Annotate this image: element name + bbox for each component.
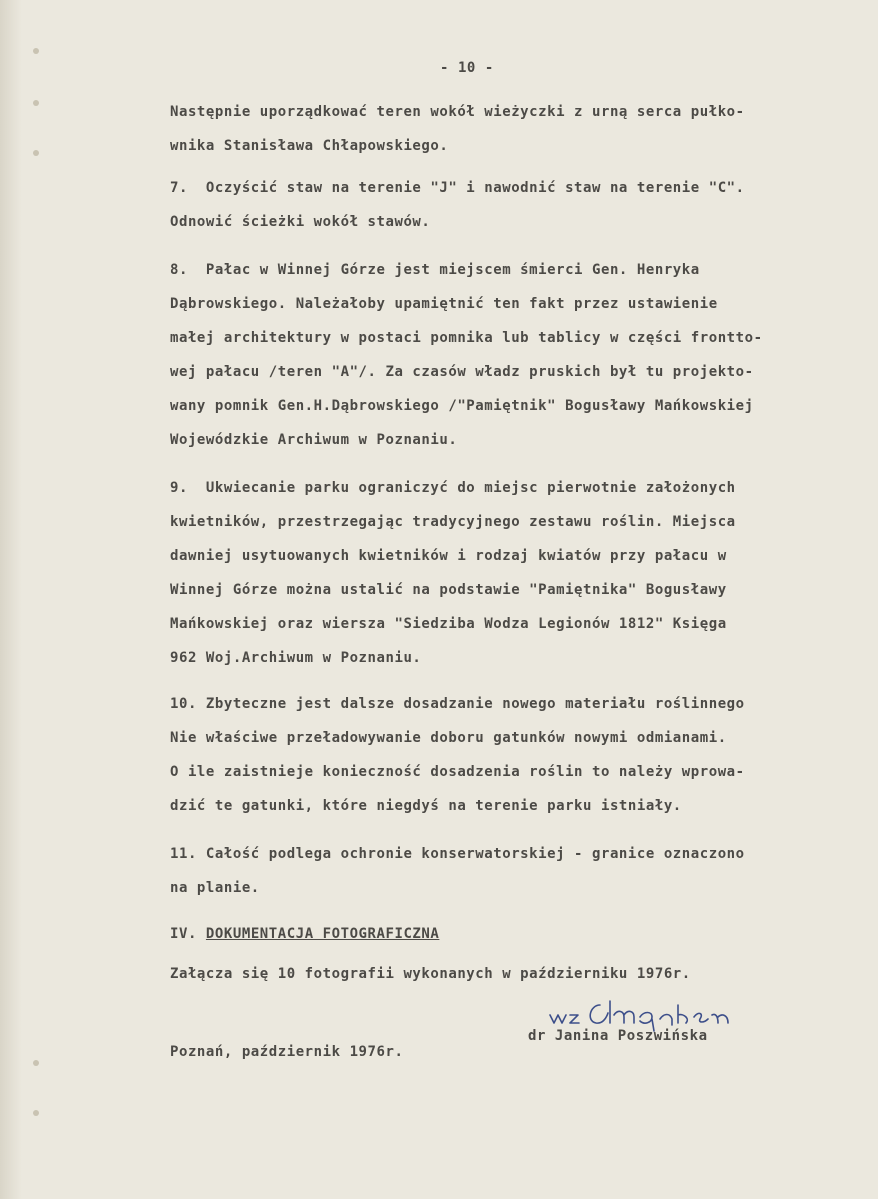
text-line: kwietników, przestrzegając tradycyjnego zestawu roślin. Miejsca bbox=[170, 514, 736, 530]
page-number: - 10 - bbox=[440, 60, 494, 76]
binder-hole bbox=[33, 150, 39, 156]
text-line: na planie. bbox=[170, 880, 260, 896]
text-line: dzić te gatunki, które niegdyś na terenie parku istniały. bbox=[170, 798, 682, 814]
text-line: Następnie uporządkować teren wokół wieżyczki z urną serca pułko- bbox=[170, 104, 745, 120]
signatory-name: dr Janina Poszwińska bbox=[528, 1028, 708, 1044]
section-title: DOKUMENTACJA FOTOGRAFICZNA bbox=[205, 926, 440, 942]
text-line: 962 Woj.Archiwum w Poznaniu. bbox=[170, 650, 422, 666]
text-line: małej architektury w postaci pomnika lub tablicy w części frontto- bbox=[170, 330, 763, 346]
binder-hole bbox=[33, 100, 39, 106]
text-line: 9. Ukwiecanie parku ograniczyć do miejsc pierwotnie założonych bbox=[170, 480, 736, 496]
text-line: 7. Oczyścić staw na terenie "J" i nawodnić staw na terenie "C". bbox=[170, 180, 745, 196]
text-line: O ile zaistnieje konieczność dosadzenia roślin to należy wprowa- bbox=[170, 764, 745, 780]
section-heading bbox=[170, 926, 439, 942]
text-line: 8. Pałac w Winnej Górze jest miejscem śmierci Gen. Henryka bbox=[170, 262, 700, 278]
text-line: wany pomnik Gen.H.Dąbrowskiego /"Pamiętnik" Bogusławy Mańkowskiej bbox=[170, 398, 754, 414]
binder-hole bbox=[33, 1060, 39, 1066]
text-line: Wojewódzkie Archiwum w Poznaniu. bbox=[170, 432, 458, 448]
text-line: Nie właściwe przeładowywanie doboru gatunków nowymi odmianami. bbox=[170, 730, 727, 746]
text-line: Winnej Górze można ustalić na podstawie "Pamiętnika" Bogusławy bbox=[170, 582, 727, 598]
handwritten-signature bbox=[548, 993, 768, 1033]
text-line: Dąbrowskiego. Należałoby upamiętnić ten fakt przez ustawienie bbox=[170, 296, 718, 312]
binder-hole bbox=[33, 1110, 39, 1116]
section-body: Załącza się 10 fotografii wykonanych w październiku 1976r. bbox=[170, 966, 691, 982]
text-line: 10. Zbyteczne jest dalsze dosadzanie nowego materiału roślinnego bbox=[170, 696, 745, 712]
place-and-date: Poznań, październik 1976r. bbox=[170, 1044, 404, 1060]
text-line: Mańkowskiej oraz wiersza "Siedziba Wodza Legionów 1812" Księga bbox=[170, 616, 727, 632]
text-line: wej pałacu /teren "A"/. Za czasów władz pruskich był tu projekto- bbox=[170, 364, 754, 380]
section-numeral: IV. bbox=[170, 926, 206, 942]
binder-hole bbox=[33, 48, 39, 54]
text-line: wnika Stanisława Chłapowskiego. bbox=[170, 138, 449, 154]
text-line: dawniej usytuowanych kwietników i rodzaj kwiatów przy pałacu w bbox=[170, 548, 727, 564]
text-line: Odnowić ścieżki wokół stawów. bbox=[170, 214, 431, 230]
text-line: 11. Całość podlega ochronie konserwatorskiej - granice oznaczono bbox=[170, 846, 745, 862]
